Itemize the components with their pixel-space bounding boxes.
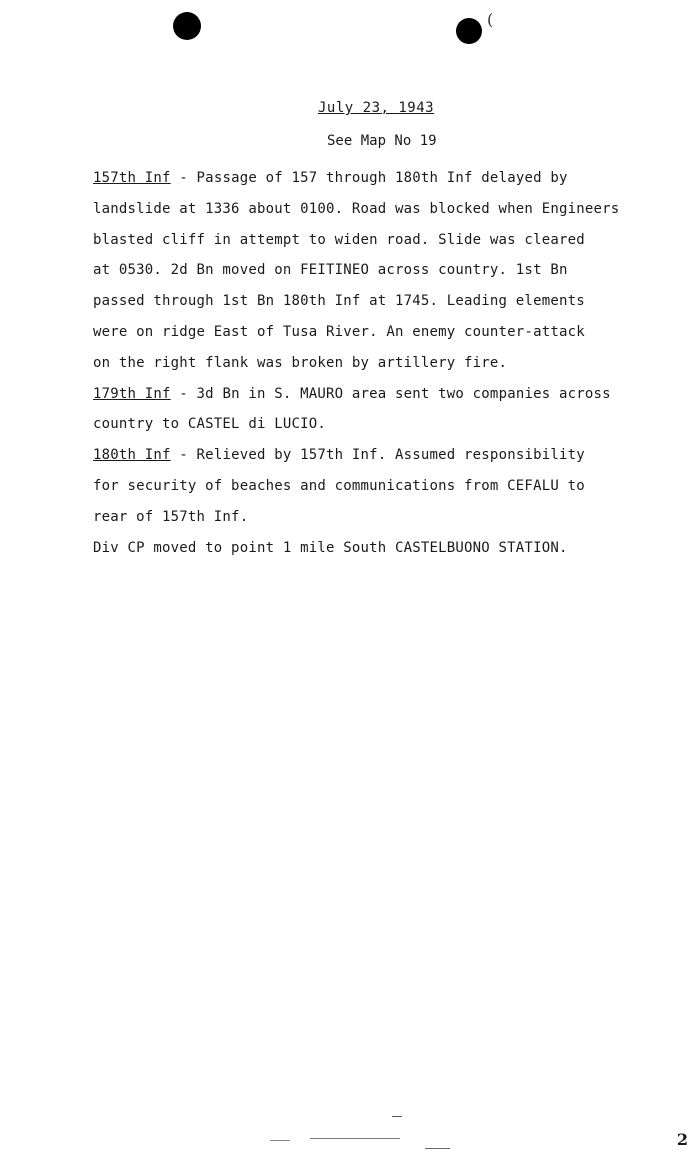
entry-line <box>93 440 683 471</box>
scan-artifact <box>392 1116 402 1117</box>
entry-line <box>93 379 683 410</box>
entry-179th-inf <box>93 379 683 441</box>
journal-body <box>93 163 683 563</box>
entry-text: - Passage of 157 through 180th Inf delayed by <box>170 170 568 186</box>
entry-180th-inf <box>93 440 683 532</box>
entry-line: rear of 157th Inf. <box>93 508 249 525</box>
entry-line: at 0530. 2d Bn moved on FEITINEO across country. 1st Bn <box>93 262 568 279</box>
entry-line: blasted cliff in attempt to widen road. Slide was cleared <box>93 231 585 248</box>
unit-label: 179th Inf <box>93 385 171 402</box>
stray-mark: ( <box>487 10 494 29</box>
unit-label: 157th Inf <box>93 170 171 186</box>
entry-text: - 3d Bn in S. MAURO area sent two companies across <box>170 385 611 402</box>
document-date: July 23, 1943 <box>318 100 435 116</box>
entry-157th-inf <box>93 163 683 379</box>
scan-artifact <box>425 1148 450 1149</box>
scan-artifact <box>310 1138 400 1139</box>
entry-line: passed through 1st Bn 180th Inf at 1745. Leading elements <box>93 293 585 310</box>
scan-artifact <box>270 1140 290 1141</box>
map-reference: See Map No 19 <box>327 133 437 149</box>
entry-line: landslide at 1336 about 0100. Road was blocked when Engineers <box>93 200 620 217</box>
page-mark: 2 <box>676 1130 688 1149</box>
entry-line: were on ridge East of Tusa River. An enemy counter-attack <box>93 323 585 340</box>
punch-hole-left <box>173 12 201 40</box>
unit-label: 180th Inf <box>93 447 171 464</box>
entry-line: for security of beaches and communications from CEFALU to <box>93 477 585 494</box>
entry-text: - Relieved by 157th Inf. Assumed responsibility <box>170 447 585 464</box>
entry-line: country to CASTEL di LUCIO. <box>93 416 326 433</box>
punch-hole-right <box>456 18 482 44</box>
closing-line: Div CP moved to point 1 mile South CASTELBUONO STATION. <box>93 539 568 556</box>
entry-line <box>93 163 683 194</box>
entry-line: on the right flank was broken by artillery fire. <box>93 354 508 371</box>
